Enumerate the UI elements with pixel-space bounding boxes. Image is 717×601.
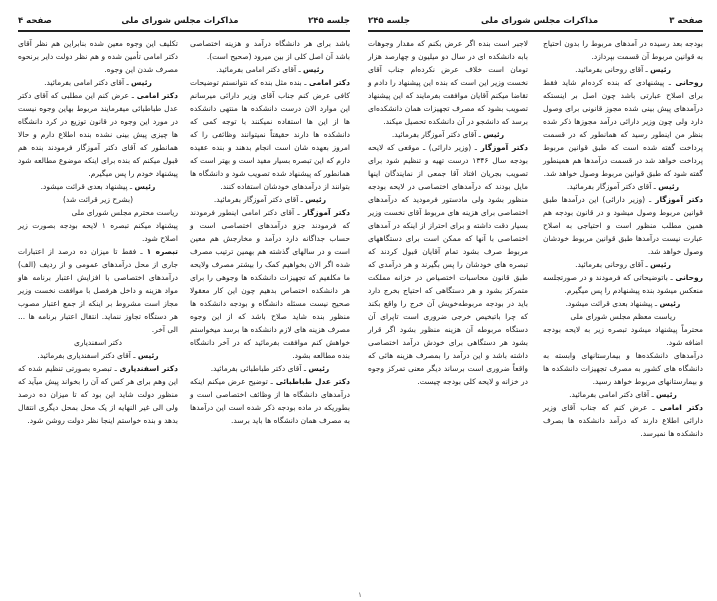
page-number: صفحه ۴ (18, 16, 52, 26)
speaker-paragraph (543, 271, 703, 297)
left-page (0, 0, 358, 601)
speaker-paragraph (543, 76, 703, 180)
speaker-name: رئیس (303, 65, 324, 74)
paragraph (18, 206, 178, 219)
paragraph-text: پیشنهاد میکنم تبصره ۱ لایحه بودجه بصورت زیر اصلاح شود. (18, 221, 178, 243)
speaker-name: دکتر آموزگار (302, 208, 350, 217)
text-column (368, 37, 528, 440)
chair-line (18, 349, 178, 362)
speaker-name: دکتر آموزگار (480, 143, 528, 152)
chair-line (543, 388, 703, 401)
speaker-name: دکتر امامی (136, 91, 178, 100)
paragraph-text: باشد برای هر دانشگاه درآمد و هزینه اختصاصی باشد آن اصل کلی از بین میرود (صحیح است). (190, 39, 350, 61)
speaker-paragraph (18, 89, 178, 180)
chair-line (543, 310, 703, 323)
paragraph (190, 37, 350, 63)
speaker-name: رئیس (650, 260, 671, 269)
publication-title: مذاکرات مجلس شورای ملی (121, 16, 239, 26)
speaker-paragraph (18, 245, 178, 336)
paragraph-text: بودجه بعد رسیده در آمدهای مربوط را بدون احتیاج به قوانین مربوط آن قسمت بپردازد. (543, 39, 703, 61)
text-column (543, 37, 703, 440)
speaker-name: رئیس (658, 182, 680, 191)
paragraph-text: ـ آقای روحانی بفرمائید. (575, 260, 651, 269)
speaker-paragraph (190, 206, 350, 362)
paragraph (543, 323, 703, 349)
paragraph-text: ـ (وزیر دارائی) ـ موقعی که لایحه بودجه سال ۱۳۴۶ درست تهیه و تنظیم شود برای تصویب بجریان افتاد آقا جمعی از نمایندگان اینها مایل بودند که درآمدهای اختصاصی در لایحه بودجه منظور بشود ولی مادستور فرمودید که درآمدهای اختصاصی برای هزینه های مربوط آقای نخست وزیر بسیار دقت داشته و برای احتراز از اینکه در آمدهای اختصاصی با آنها که ممکن است برای دستگاههای مربوط صرف بشود تمام آقایان قبول کردند که تبصره های خودشان را پس بگیرند و هر درآمدی که طبق قانون محاسبات اختصیاص در خزانه مملکت متمرکز بشود و هر دستگاهی که احتیاج بخرج دارد باید در بودجه مربوطه‌خویش آن خرج را واقع بکند که چرا باتبخیص خرجی ضروری است تاپرای آن دستگاه مربوطه آن هزینه منظور بشود اگر قرار بشود هر دستگاهی برای خودش درآمد اختصاصی داشته باشد و این درآمد را بمصرف هزینه هائی که واقعاً ضروری است برساند دیگر معنی تمرکز وجوه در خزانه و لایحه کلی بودجه چیست. (368, 143, 528, 386)
speaker-paragraph (190, 76, 350, 193)
paragraph-text: ـ آقای روحانی بفرمائید. (575, 65, 651, 74)
speaker-paragraph (543, 401, 703, 440)
speaker-name: رئیس (134, 182, 156, 191)
paragraph-text: درآمدهای دانشکده‌ها و بیمارستانهای وابسته به دانشگاه های کشور به مصرف تجهیزات دانشکده ها و بیمارستانهای مربوط خواهد رسید. (543, 351, 703, 386)
speaker-name: رئیس (131, 78, 152, 87)
speaker-paragraph (543, 193, 703, 258)
speaker-name: رئیس (659, 299, 681, 308)
speaker-name: دکتر آموزگار (655, 195, 703, 204)
paragraph-text: ـ آقای دکتر آموزگار بفرمائید. (213, 195, 306, 204)
speaker-name: رئیس (305, 195, 327, 204)
paragraph-text: ـ عرض کنم این مطلبی که آقای دکتر عدل طباطبائی میفرمایند مربوط بهاین وجوه نیست در مورد این وجوه در قانون توزیع در کرد دانشگاه ها چیزی پیش بینی نشده بنده اطلاع دارم و حالا همانطور که آقای دکتر آموزگار فرمودند بنده هم قبول میکنم که بنده برای اینکه موضوع مطالعه شود پیشنهاد خودم را پس میگیرم. (18, 91, 178, 178)
text-column (190, 37, 350, 427)
paragraph-text: ـ تبصره بصورتی تنظیم شده که این وهم برای هر کس که آن را بخواند پیش میآید که منظور دولت شاید این بود که تا میزان ده درصد ولی الی غیر النهایه از یک محل بمحل دیگری انتقال بدهد و بنده خواستم اینجا نظر دولت روشن شود. (18, 364, 178, 425)
running-header (18, 16, 350, 32)
right-page (358, 0, 717, 601)
column-group (368, 37, 703, 440)
speaker-name: رئیس (483, 130, 505, 139)
paragraph-text: لاجبر است بنده اگر عرض بکنم که مقدار وجوهات بابه دانشکده ای در سال دو میلیون و چهارصد هزار تومان است خلاف عرض نکرده‌ام جناب آقای نخست وزیر این است که بنده این پیشنهاد را دادم و تقاضا میکنم آقایان موافقت بفرمایند که این پیشنهاد تصویب بشود که مصرف تجهیزات همان دانشکده‌ای برسد که دانشجو در آن دانشکده تحصیل میکند. (368, 39, 528, 126)
speaker-paragraph (190, 375, 350, 427)
speaker-name: روحانی (675, 273, 703, 282)
chair-line (190, 63, 350, 76)
paragraph-text: ـ پیشنهاد بعدی قرائت میشود. (565, 299, 660, 308)
paragraph-text: ـ آقای دکتر اسفندیاری بفرمائید. (37, 351, 138, 360)
paragraph (543, 349, 703, 388)
speaker-paragraph (18, 362, 178, 427)
chair-line (18, 336, 178, 349)
paragraph-text: ـ فقط تا میزان ده درصد از اعتبارات جاری از محل درآمدهای عمومی و از ردیف (الف) درآمدهای اختصاصی با افزایش اعتبار برنامه هاو مواد هزینه و داخل هرفصل با موافقت نخست وزیر مجاز است مشروط بر اینکه از جمع اعتبار مصوب هر دستگاه تجاوز ننماید. انتقال اعتبار برنامه ها ... الی آخر. (18, 247, 178, 334)
paragraph (543, 37, 703, 63)
folio-mark: ۱ (358, 591, 362, 599)
speaker-paragraph (368, 141, 528, 388)
paragraph-text: محترماً پیشنهاد میشود تبصره زیر به لایحه بودجه اضافه شود. (543, 325, 703, 347)
paragraph-text: تکلیف این وجوه معین شده بنابراین هم نظر آقای دکتر امامی تأمین شده و هم نظر دولت دایر برنحوه مصرف شدن این وجوه. (18, 39, 178, 74)
paragraph-text: ـ آقای دکتر آموزگار بفرمائید. (566, 182, 659, 191)
paragraph-text: ـ توضیح عرض میکنم اینکه درآمدهای دانشگاه ها از وظائف اختصاصی است و بطوریکه در ماده بودجه ذکر شده است این درآمدها به مصرف همان دانشگاه ها باید برسد. (190, 377, 350, 425)
speaker-name: تبصره ۱ (146, 247, 178, 256)
session-number: جلسه ۲۴۵ (368, 16, 410, 26)
chair-line (543, 180, 703, 193)
chair-line (368, 128, 528, 141)
paragraph-text: ـ (وزیر دارائی) این درآمدها طبق قوانین مربوط وصول میشود و در قانون بودجه هم همین مطلب منظور است و احتیاجی به اصلاح عبارت نیست درآمدها طبق قوانین مربوط خودشان وصول خواهد شد. (543, 195, 703, 256)
paragraph-text: ریاست معظم مجلس شورای ملی (570, 312, 676, 321)
chair-line (18, 180, 178, 193)
paragraph-text: ریاست محترم مجلس شورای ملی (71, 208, 178, 217)
chair-line (543, 63, 703, 76)
paragraph-text: ـ آقای دکتر طباطبائی بفرمائید. (210, 364, 309, 373)
publication-title: مذاکرات مجلس شورای ملی (481, 16, 599, 26)
speaker-name: دکتر امامی (659, 403, 704, 412)
speaker-name: دکتر عدل طباطبائی (275, 377, 350, 386)
speaker-name: رئیس (650, 65, 671, 74)
paragraph-text: ـ آقای دکتر امامی بفرمائید. (216, 65, 304, 74)
speaker-name: دکتر امامی (309, 78, 351, 87)
paragraph-text: ـ آقای دکتر آموزگار بفرمائید. (391, 130, 484, 139)
paragraph-text: (بشرح زیر قرائت شد) (62, 195, 134, 204)
chair-line (18, 76, 178, 89)
paragraph-text: دکتر اسفندیاری (74, 338, 122, 347)
chair-line (543, 258, 703, 271)
paragraph-text: ـ عرض کنم که جناب آقای وزیر دارائی اطلاع دارند که درآمد دانشکده ها بصرف دانشکده ها نمیرسد. (543, 403, 703, 438)
paragraph-text: ـ آقای دکتر امامی اینطور فرمودند که فرمودند جزو درآمدهای اختصاصی است و حساب جداگانه دارد درآمد و مخارجش هم معین است و در سالهای گذشته هم بهمین ترتیب مصرف شده اگر الان بخواهیم کمک را بیشتر مصرف ولایحه ما مکلفیم که تجهیزات دانشکده ها وجوهی را برای هر دانشکده اختصاص بدهیم چون این کار معقولا صحیح نیست مسئله دانشگاه و بودجه دانشکده ها منظور بنده شاید صلاح باشد که از این وجوه مصرف هزینه های لازم دانشکده ها برسد میخواستم خواهش کنم موافقت بفرمائید که در آخر دانشگاه بنده مطالعه بشود. (190, 208, 350, 360)
paragraph-text: ـ آقای دکتر امامی بفرمائید. (569, 390, 657, 399)
paragraph-text: ـ پیشنهاد بعدی قرائت میشود. (40, 182, 135, 191)
speaker-name: رئیس (137, 351, 159, 360)
paragraph (368, 37, 528, 128)
paragraph (18, 37, 178, 76)
paragraph-text: ـ بنده مثل بنده که نتوانستم توضیحات کافی عرض کنم جناب آقای وزیر دارائی میرسانم این موارد الان درست دانشکده ها منتهی دانشکده ها از این ها استفاده نمیکنند با توجه کمی که دانشکده ها دارند حقیقتاً نمیتوانند وظائفی را که امروز بعهده شان است انجام بدهند و بنده عقیده دارم که این تبصره بسیار مفید است و بهتر است که همانطور که پیشنهاد شده تصویب شود و دانشگاه ها بتوانند از درآمدهای خودشان استفاده کنند. (190, 78, 350, 191)
column-group (18, 37, 350, 427)
speaker-name: دکتر اسفندیاری (119, 364, 178, 373)
chair-line (190, 362, 350, 375)
text-column (18, 37, 178, 427)
session-number: جلسه ۲۴۵ (308, 16, 350, 26)
page-number: صفحه ۳ (669, 16, 703, 26)
paragraph-text: ـ پیشنهادی که بنده کرده‌ام شاید فقط برای اصلاح عبارتی باشد چون اصل بر اینستکه درآمدهای پیش بینی شده مجوز قانونی برای وصول دارد ولی چون وزیر دارائی درآمد مجوزها ذکر شده بنظر من اینطور رسید که همانطور که در قسمت پرداخت گفته شده است که طبق قوانین مربوط پرداخت خواهد شد در قسمت درآمدها هم همینطور گفته شود که طبق قوانین مربوط وصول خواهد شد. (543, 78, 703, 178)
speaker-name: رئیس (308, 364, 330, 373)
speaker-name: رئیس (656, 390, 677, 399)
chair-line (543, 297, 703, 310)
paragraph (18, 219, 178, 245)
paragraph-text: ـ آقای دکتر امامی بفرمائید. (44, 78, 132, 87)
chair-line (18, 193, 178, 206)
speaker-name: روحانی (675, 78, 703, 87)
paragraph-text: ـ باتوضیحاتی که فرمودند و در صورتجلسه منعکس میشود بنده پیشنهادم را پس میگیرم. (543, 273, 703, 295)
chair-line (190, 193, 350, 206)
running-header (368, 16, 703, 32)
